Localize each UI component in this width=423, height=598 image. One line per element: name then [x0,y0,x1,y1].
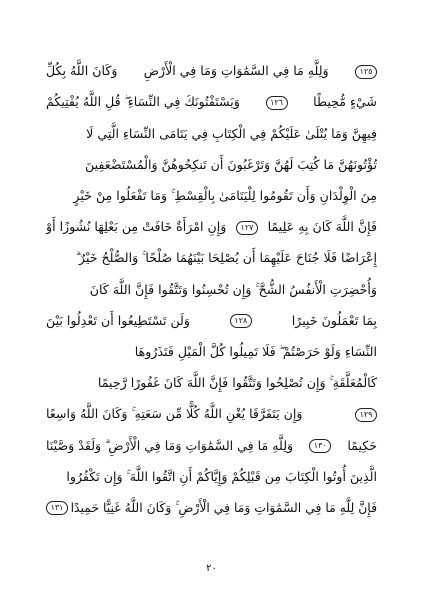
ayah-number-marker: ١٣٠ [309,439,331,453]
ayah-number-marker: ١٢٦ [266,96,288,110]
text-line [46,243,377,274]
text-line [46,118,377,149]
text-line [46,493,377,524]
verse-text: وَلِلَّهِ مَا فِي السَّمَٰوَاتِ وَمَا فِي الْأَرْضِ ۗ وَلَقَدْ وَصَّيْنَا [46,437,294,453]
quran-text-block [46,56,377,524]
verse-text: النِّسَاءِ وَلَوْ حَرَصْتُمْ ۖ فَلَا تَمِيلُوا كُلَّ الْمَيْلِ فَتَذَرُوهَا [134,343,377,359]
text-line [46,306,377,337]
verse-text: بِمَا تَعْمَلُونَ خَبِيرًا [291,312,377,328]
ayah-number-marker: ١٢٩ [355,408,377,422]
text-line [46,274,377,305]
verse-text: فِيهِنَّ وَمَا يُتْلَىٰ عَلَيْكُمْ فِي الْكِتَابِ فِي يَتَامَى النِّسَاءِ الَّتِي لَا [86,125,377,141]
verse-text: وَلَن تَسْتَطِيعُوا أَن تَعْدِلُوا بَيْنَ [46,312,190,328]
verse-text: وَأُحْضِرَتِ الْأَنفُسُ الشُّحَّ ۚ وَإِن تُحْسِنُوا وَتَتَّقُوا فَإِنَّ اللَّهَ كَانَ [89,281,377,297]
verse-text: كَالْمُعَلَّقَةِ ۚ وَإِن تُصْلِحُوا وَتَتَّقُوا فَإِنَّ اللَّهَ كَانَ غَفُورًا رَّحِيمًا [97,375,377,391]
text-line [46,212,377,243]
text-line [46,181,377,212]
text-line [46,337,377,368]
text-line [46,87,377,118]
text-line [46,56,377,87]
verse-text: وَإِن يَتَفَرَّقَا يُغْنِ اللَّهُ كُلًّا مِّن سَعَتِهِ ۚ وَكَانَ اللَّهُ وَاسِعًا [46,406,303,422]
verse-text: تُؤْتُونَهُنَّ مَا كُتِبَ لَهُنَّ وَتَرْغَبُونَ أَن تَنكِحُوهُنَّ وَالْمُسْتَضْعَفِينَ [85,156,377,172]
text-line [46,461,377,492]
text-line [46,150,377,181]
text-line [46,368,377,399]
ayah-number-marker: ١٢٨ [230,314,252,328]
verse-text: وَكَانَ اللَّهُ بِكُلِّ [46,63,118,79]
verse-text: وَلِلَّهِ مَا فِي السَّمَٰوَاتِ وَمَا فِي الْأَرْضِ [143,63,329,79]
ayah-number-marker: ١٢٥ [355,65,377,79]
verse-text: فَإِنَّ لِلَّهِ مَا فِي السَّمَٰوَاتِ وَمَا فِي الْأَرْضِ ۚ وَكَانَ اللَّهُ غَنِيًّا حَمِيدًا [70,500,377,516]
verse-text: حَكِيمًا [347,437,377,453]
ayah-number-marker: ١٣١ [46,501,68,515]
text-line [46,399,377,430]
text-line [46,430,377,461]
verse-text: وَإِنِ امْرَأَةٌ خَافَتْ مِن بَعْلِهَا نُشُوزًا أَوْ [46,219,227,235]
verse-text: فَإِنَّ اللَّهَ كَانَ بِهِ عَلِيمًا [267,219,377,235]
verse-text: شَيْءٍ مُّحِيطًا [313,94,377,110]
verse-text: الَّذِينَ أُوتُوا الْكِتَابَ مِن قَبْلِكُمْ وَإِيَّاكُمْ أَنِ اتَّقُوا اللَّهَ ۚ وَإِن تَكْفُرُوا [66,468,377,484]
verse-text: مِنَ الْوِلْدَانِ وَأَن تَقُومُوا لِلْيَتَامَىٰ بِالْقِسْطِ ۚ وَمَا تَفْعَلُوا مِنْ خَيْرٍ [73,188,377,204]
ayah-number-marker: ١٢٧ [236,221,258,235]
verse-text: إِعْرَاضًا فَلَا جُنَاحَ عَلَيْهِمَا أَن يُصْلِحَا بَيْنَهُمَا صُلْحًا ۚ وَالصُّلْحُ خَيْرٌ ۗ [75,250,377,266]
verse-text: وَيَسْتَفْتُونَكَ فِي النِّسَاءِ ۖ قُلِ اللَّهُ يُفْتِيكُمْ [46,94,240,110]
page-number: ٢٠ [206,563,217,574]
